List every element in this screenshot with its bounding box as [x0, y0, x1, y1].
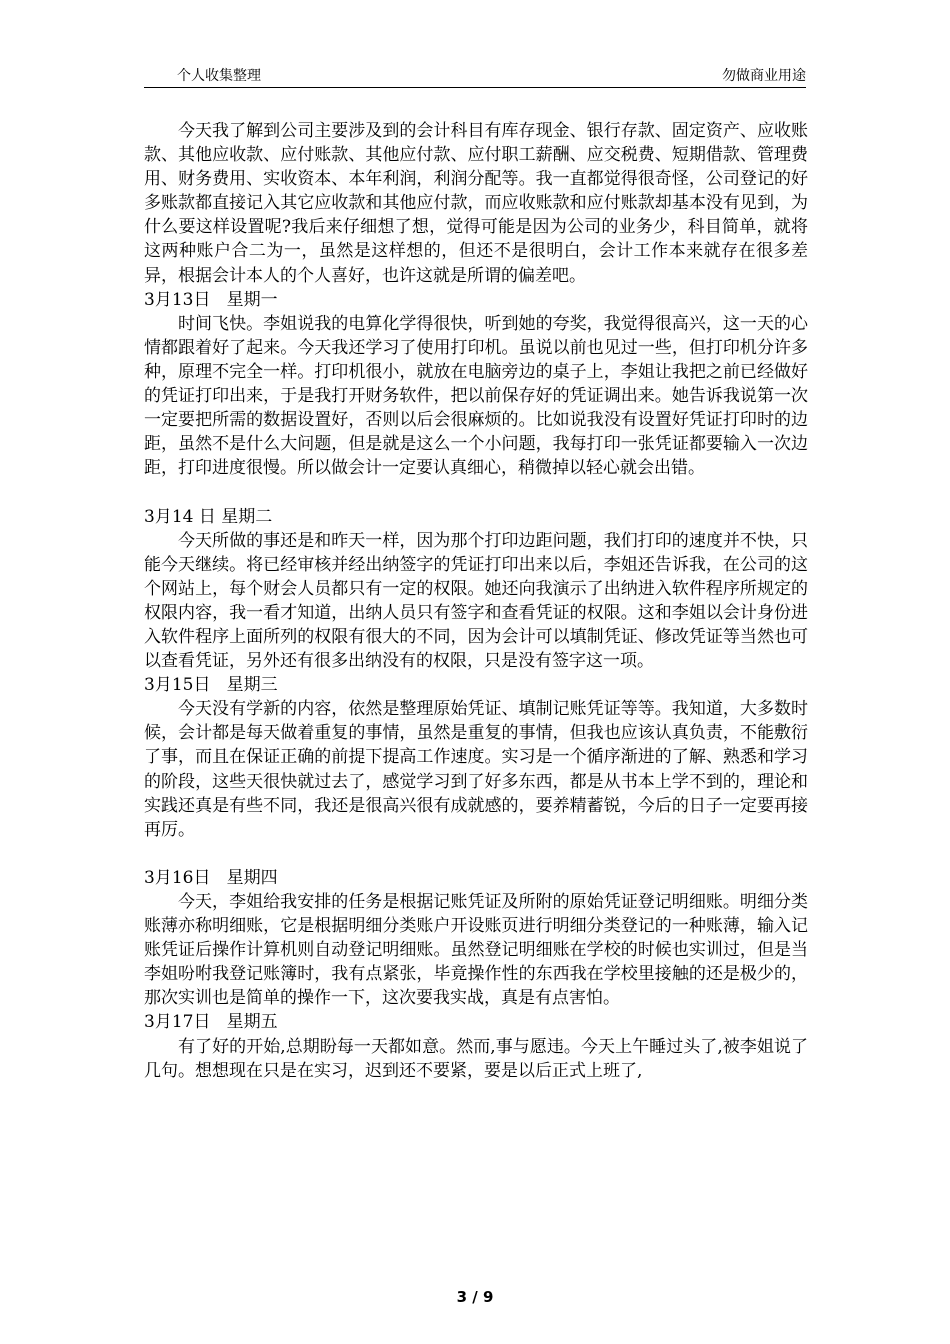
header-left-text: 个人收集整理	[177, 68, 261, 84]
blank-line	[144, 480, 808, 504]
entry-date: 3月16日 星期四	[144, 867, 278, 888]
entry-paragraph: 有了好的开始,总期盼每一天都如意。然而,事与愿违。今天上午睡过头了,被李姐说了几句。想想现在只是在实习，迟到还不要紧，要是以后正式上班了,	[144, 1036, 808, 1081]
page-header	[144, 63, 806, 88]
entry-paragraph: 今天没有学新的内容，依然是整理原始凭证、填制记账凭证等等。我知道，大多数时候，会计都是每天做着重复的事情，虽然是重复的事情，但我也应该认真负责，不能敷衍了事，而且在保证正确的前提下提高工作速度。实习是一个循序渐进的了解、熟悉和学习的阶段，这些天很快就过去了，感觉学习到了好多东西，都是从书本上学不到的，理论和实践还真是有些不同，我还是很高兴很有成就感的，要养精蓄锐，今后的日子一定要再接再厉。	[144, 699, 808, 840]
entry-date: 3月13日 星期一	[144, 289, 278, 310]
entry-date: 3月15日 星期三	[144, 675, 278, 696]
entry-paragraph: 时间飞快。李姐说我的电算化学得很快，听到她的夸奖，我觉得很高兴，这一天的心情都跟着好了起来。今天我还学习了使用打印机。虽说以前也见过一些，但打印机分许多种，原理不完全一样。打印机很小，就放在电脑旁边的桌子上，李姐让我把之前已经做好的凭证打印出来，于是我打开财务软件，把以前保存好的凭证调出来。她告诉我说第一次一定要把所需的数据设置好，否则以后会很麻烦的。比如说我没有设置好凭证打印时的边距，虽然不是什么大问题，但是就是这么一个小问题，我每打印一张凭证都要输入一次边距，打印进度很慢。所以做会计一定要认真细心，稍微掉以轻心就会出错。	[144, 313, 808, 479]
blank-line	[144, 842, 808, 866]
entry-paragraph: 今天，李姐给我安排的任务是根据记账凭证及所附的原始凭证登记明细账。明细分类账薄亦称明细账，它是根据明细分类账户开设账页进行明细分类登记的一种账薄，输入记账凭证后操作计算机则自动登记明细账。虽然登记明细账在学校的时候也实训过，但是当李姐吩咐我登记账簿时，我有点紧张，毕竟操作性的东西我在学校里接触的还是极少的，那次实训也是简单的操作一下，这次要我实战，真是有点害怕。	[144, 892, 808, 1009]
document-body	[144, 119, 808, 1083]
intro-paragraph: 今天我了解到公司主要涉及到的会计科目有库存现金、银行存款、固定资产、应收账款、其他应收款、应付账款、其他应付款、应付职工薪酬、应交税费、短期借款、管理费用、财务费用、实收资本、本年利润，利润分配等。我一直都觉得很奇怪，公司登记的好多账款都直接记入其它应收款和其他应付款，而应收账款和应付账款却基本没有见到，为什么要这样设置呢?我后来仔细想了想，觉得可能是因为公司的业务少，科目简单，就将这两种账户合二为一，虽然是这样想的，但还不是很明白，会计工作本来就存在很多差异，根据会计本人的个人喜好，也许这就是所谓的偏差吧。	[144, 121, 808, 286]
entry-date: 3月14 日 星期二	[144, 506, 273, 527]
header-right-text: 勿做商业用途	[722, 68, 806, 84]
entry-date: 3月17日 星期五	[144, 1012, 278, 1033]
page-number: 3 / 9	[456, 1288, 494, 1306]
entry-paragraph: 今天所做的事还是和昨天一样，因为那个打印边距问题，我们打印的速度并不快，只能今天继续。将已经审核并经出纳签字的凭证打印出来以后，李姐还告诉我，在公司的这个网站上，每个财会人员都只有一定的权限。她还向我演示了出纳进入软件程序所规定的权限内容，我一看才知道，出纳人员只有签字和查看凭证的权限。这和李姐以会计身份进入软件程序上面所列的权限有很大的不同，因为会计可以填制凭证、修改凭证等当然也可以查看凭证，另外还有很多出纳没有的权限，只是没有签字这一项。	[144, 530, 808, 672]
